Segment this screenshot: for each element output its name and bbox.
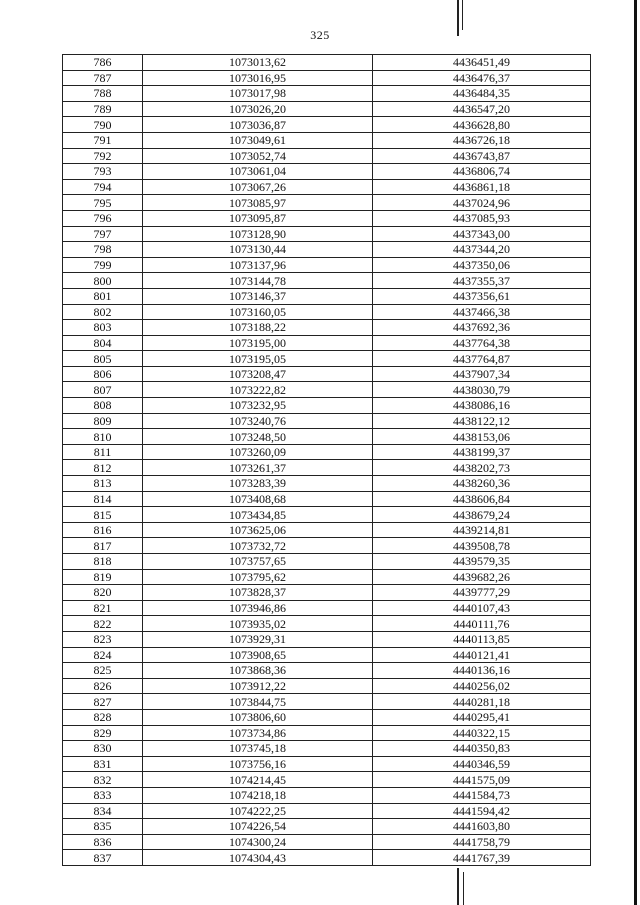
point-number-cell: 818 <box>63 554 143 570</box>
table-row <box>63 335 591 351</box>
y-coordinate-cell: 4436484,35 <box>373 86 591 102</box>
x-coordinate-cell: 1073844,75 <box>143 694 373 710</box>
point-number-cell: 817 <box>63 538 143 554</box>
x-coordinate-cell: 1074300,24 <box>143 834 373 850</box>
page-number: 325 <box>310 28 330 42</box>
table-row <box>63 803 591 819</box>
y-coordinate-cell: 4436451,49 <box>373 55 591 71</box>
x-coordinate-cell: 1073195,00 <box>143 335 373 351</box>
y-coordinate-cell: 4438679,24 <box>373 507 591 523</box>
point-number-cell: 796 <box>63 210 143 226</box>
table-row <box>63 148 591 164</box>
y-coordinate-cell: 4437085,93 <box>373 210 591 226</box>
y-coordinate-cell: 4437692,36 <box>373 320 591 336</box>
x-coordinate-cell: 1073128,90 <box>143 226 373 242</box>
table-row <box>63 117 591 133</box>
point-number-cell: 828 <box>63 709 143 725</box>
x-coordinate-cell: 1073017,98 <box>143 86 373 102</box>
y-coordinate-cell: 4441584,73 <box>373 787 591 803</box>
scan-mark <box>462 0 463 30</box>
table-row <box>63 460 591 476</box>
table-row <box>63 476 591 492</box>
table-row <box>63 86 591 102</box>
x-coordinate-cell: 1073195,05 <box>143 351 373 367</box>
table-row <box>63 304 591 320</box>
y-coordinate-cell: 4438153,06 <box>373 429 591 445</box>
x-coordinate-cell: 1073757,65 <box>143 554 373 570</box>
y-coordinate-cell: 4436726,18 <box>373 132 591 148</box>
table-row <box>63 787 591 803</box>
point-number-cell: 837 <box>63 850 143 866</box>
point-number-cell: 819 <box>63 569 143 585</box>
point-number-cell: 820 <box>63 585 143 601</box>
x-coordinate-cell: 1073222,82 <box>143 382 373 398</box>
point-number-cell: 821 <box>63 600 143 616</box>
table-row <box>63 429 591 445</box>
point-number-cell: 827 <box>63 694 143 710</box>
x-coordinate-cell: 1073260,09 <box>143 444 373 460</box>
y-coordinate-cell: 4440136,16 <box>373 663 591 679</box>
x-coordinate-cell: 1073828,37 <box>143 585 373 601</box>
y-coordinate-cell: 4440350,83 <box>373 741 591 757</box>
scan-mark <box>463 872 464 905</box>
x-coordinate-cell: 1073935,02 <box>143 616 373 632</box>
point-number-cell: 807 <box>63 382 143 398</box>
point-number-cell: 824 <box>63 647 143 663</box>
y-coordinate-cell: 4436743,87 <box>373 148 591 164</box>
table-row <box>63 850 591 866</box>
point-number-cell: 803 <box>63 320 143 336</box>
x-coordinate-cell: 1073146,37 <box>143 288 373 304</box>
point-number-cell: 816 <box>63 522 143 538</box>
point-number-cell: 833 <box>63 787 143 803</box>
point-number-cell: 834 <box>63 803 143 819</box>
table-row <box>63 522 591 538</box>
scan-mark <box>457 0 459 36</box>
x-coordinate-cell: 1073013,62 <box>143 55 373 71</box>
table-row <box>63 179 591 195</box>
table-row <box>63 320 591 336</box>
x-coordinate-cell: 1073795,62 <box>143 569 373 585</box>
x-coordinate-cell: 1073188,22 <box>143 320 373 336</box>
point-number-cell: 815 <box>63 507 143 523</box>
point-number-cell: 805 <box>63 351 143 367</box>
point-number-cell: 814 <box>63 491 143 507</box>
point-number-cell: 789 <box>63 101 143 117</box>
y-coordinate-cell: 4438122,12 <box>373 413 591 429</box>
table-row <box>63 164 591 180</box>
point-number-cell: 795 <box>63 195 143 211</box>
y-coordinate-cell: 4440256,02 <box>373 678 591 694</box>
table-row <box>63 538 591 554</box>
y-coordinate-cell: 4439777,29 <box>373 585 591 601</box>
y-coordinate-cell: 4440121,41 <box>373 647 591 663</box>
x-coordinate-cell: 1073261,37 <box>143 460 373 476</box>
y-coordinate-cell: 4438260,36 <box>373 476 591 492</box>
table-row <box>63 398 591 414</box>
y-coordinate-cell: 4441767,39 <box>373 850 591 866</box>
x-coordinate-cell: 1073130,44 <box>143 242 373 258</box>
y-coordinate-cell: 4437344,20 <box>373 242 591 258</box>
y-coordinate-cell: 4438030,79 <box>373 382 591 398</box>
y-coordinate-cell: 4437466,38 <box>373 304 591 320</box>
x-coordinate-cell: 1073095,87 <box>143 210 373 226</box>
point-number-cell: 794 <box>63 179 143 195</box>
point-number-cell: 811 <box>63 444 143 460</box>
table-row <box>63 663 591 679</box>
y-coordinate-cell: 4440295,41 <box>373 709 591 725</box>
x-coordinate-cell: 1073912,22 <box>143 678 373 694</box>
point-number-cell: 832 <box>63 772 143 788</box>
x-coordinate-cell: 1073232,95 <box>143 398 373 414</box>
x-coordinate-cell: 1073061,04 <box>143 164 373 180</box>
table-row <box>63 257 591 273</box>
table-row <box>63 600 591 616</box>
point-number-cell: 825 <box>63 663 143 679</box>
y-coordinate-cell: 4440346,59 <box>373 756 591 772</box>
x-coordinate-cell: 1073026,20 <box>143 101 373 117</box>
point-number-cell: 835 <box>63 819 143 835</box>
point-number-cell: 802 <box>63 304 143 320</box>
point-number-cell: 790 <box>63 117 143 133</box>
x-coordinate-cell: 1073806,60 <box>143 709 373 725</box>
point-number-cell: 813 <box>63 476 143 492</box>
point-number-cell: 800 <box>63 273 143 289</box>
y-coordinate-cell: 4440111,76 <box>373 616 591 632</box>
point-number-cell: 788 <box>63 86 143 102</box>
y-coordinate-cell: 4438202,73 <box>373 460 591 476</box>
x-coordinate-cell: 1073144,78 <box>143 273 373 289</box>
y-coordinate-cell: 4437024,96 <box>373 195 591 211</box>
table-row <box>63 647 591 663</box>
point-number-cell: 812 <box>63 460 143 476</box>
y-coordinate-cell: 4438606,84 <box>373 491 591 507</box>
x-coordinate-cell: 1073946,86 <box>143 600 373 616</box>
table-row <box>63 70 591 86</box>
point-number-cell: 809 <box>63 413 143 429</box>
table-row <box>63 709 591 725</box>
table-row <box>63 195 591 211</box>
x-coordinate-cell: 1073868,36 <box>143 663 373 679</box>
table-row <box>63 288 591 304</box>
table-row <box>63 382 591 398</box>
y-coordinate-cell: 4441594,42 <box>373 803 591 819</box>
point-number-cell: 826 <box>63 678 143 694</box>
table-row <box>63 132 591 148</box>
x-coordinate-cell: 1073745,18 <box>143 741 373 757</box>
x-coordinate-cell: 1073408,68 <box>143 491 373 507</box>
table-row <box>63 756 591 772</box>
x-coordinate-cell: 1073283,39 <box>143 476 373 492</box>
table-row <box>63 834 591 850</box>
y-coordinate-cell: 4439214,81 <box>373 522 591 538</box>
x-coordinate-cell: 1073049,61 <box>143 132 373 148</box>
table-row <box>63 678 591 694</box>
table-row <box>63 694 591 710</box>
y-coordinate-cell: 4436861,18 <box>373 179 591 195</box>
point-number-cell: 804 <box>63 335 143 351</box>
table-row <box>63 554 591 570</box>
coordinates-table <box>62 54 591 866</box>
table-row <box>63 55 591 71</box>
x-coordinate-cell: 1073248,50 <box>143 429 373 445</box>
x-coordinate-cell: 1073929,31 <box>143 631 373 647</box>
table-row <box>63 444 591 460</box>
y-coordinate-cell: 4437350,06 <box>373 257 591 273</box>
y-coordinate-cell: 4439682,26 <box>373 569 591 585</box>
table-row <box>63 725 591 741</box>
y-coordinate-cell: 4439508,78 <box>373 538 591 554</box>
x-coordinate-cell: 1074222,25 <box>143 803 373 819</box>
x-coordinate-cell: 1074226,54 <box>143 819 373 835</box>
y-coordinate-cell: 4438086,16 <box>373 398 591 414</box>
y-coordinate-cell: 4437356,61 <box>373 288 591 304</box>
x-coordinate-cell: 1073137,96 <box>143 257 373 273</box>
table-row <box>63 585 591 601</box>
point-number-cell: 798 <box>63 242 143 258</box>
x-coordinate-cell: 1073208,47 <box>143 366 373 382</box>
y-coordinate-cell: 4437764,87 <box>373 351 591 367</box>
x-coordinate-cell: 1073756,16 <box>143 756 373 772</box>
point-number-cell: 792 <box>63 148 143 164</box>
y-coordinate-cell: 4437355,37 <box>373 273 591 289</box>
table-row <box>63 569 591 585</box>
y-coordinate-cell: 4440281,18 <box>373 694 591 710</box>
point-number-cell: 799 <box>63 257 143 273</box>
table-row <box>63 741 591 757</box>
table-row <box>63 351 591 367</box>
x-coordinate-cell: 1073732,72 <box>143 538 373 554</box>
x-coordinate-cell: 1073067,26 <box>143 179 373 195</box>
point-number-cell: 830 <box>63 741 143 757</box>
x-coordinate-cell: 1073434,85 <box>143 507 373 523</box>
table-row <box>63 491 591 507</box>
y-coordinate-cell: 4440113,85 <box>373 631 591 647</box>
y-coordinate-cell: 4436806,74 <box>373 164 591 180</box>
point-number-cell: 822 <box>63 616 143 632</box>
x-coordinate-cell: 1073908,65 <box>143 647 373 663</box>
x-coordinate-cell: 1073734,86 <box>143 725 373 741</box>
point-number-cell: 801 <box>63 288 143 304</box>
table-row <box>63 616 591 632</box>
table-row <box>63 819 591 835</box>
y-coordinate-cell: 4436628,80 <box>373 117 591 133</box>
point-number-cell: 791 <box>63 132 143 148</box>
table-row <box>63 772 591 788</box>
y-coordinate-cell: 4441603,80 <box>373 819 591 835</box>
point-number-cell: 797 <box>63 226 143 242</box>
y-coordinate-cell: 4441758,79 <box>373 834 591 850</box>
x-coordinate-cell: 1073036,87 <box>143 117 373 133</box>
point-number-cell: 831 <box>63 756 143 772</box>
x-coordinate-cell: 1074214,45 <box>143 772 373 788</box>
table-row <box>63 413 591 429</box>
table-row <box>63 101 591 117</box>
table-row <box>63 631 591 647</box>
x-coordinate-cell: 1074218,18 <box>143 787 373 803</box>
y-coordinate-cell: 4436547,20 <box>373 101 591 117</box>
point-number-cell: 823 <box>63 631 143 647</box>
x-coordinate-cell: 1073160,05 <box>143 304 373 320</box>
point-number-cell: 806 <box>63 366 143 382</box>
y-coordinate-cell: 4439579,35 <box>373 554 591 570</box>
x-coordinate-cell: 1073240,76 <box>143 413 373 429</box>
scan-mark <box>457 868 459 905</box>
x-coordinate-cell: 1073085,97 <box>143 195 373 211</box>
y-coordinate-cell: 4440322,15 <box>373 725 591 741</box>
y-coordinate-cell: 4440107,43 <box>373 600 591 616</box>
table-row <box>63 366 591 382</box>
table-row <box>63 210 591 226</box>
y-coordinate-cell: 4437764,38 <box>373 335 591 351</box>
y-coordinate-cell: 4437343,00 <box>373 226 591 242</box>
x-coordinate-cell: 1074304,43 <box>143 850 373 866</box>
x-coordinate-cell: 1073052,74 <box>143 148 373 164</box>
table-row <box>63 226 591 242</box>
point-number-cell: 786 <box>63 55 143 71</box>
point-number-cell: 787 <box>63 70 143 86</box>
point-number-cell: 808 <box>63 398 143 414</box>
x-coordinate-cell: 1073016,95 <box>143 70 373 86</box>
x-coordinate-cell: 1073625,06 <box>143 522 373 538</box>
point-number-cell: 829 <box>63 725 143 741</box>
scan-edge <box>634 0 637 905</box>
point-number-cell: 793 <box>63 164 143 180</box>
y-coordinate-cell: 4438199,37 <box>373 444 591 460</box>
y-coordinate-cell: 4441575,09 <box>373 772 591 788</box>
y-coordinate-cell: 4437907,34 <box>373 366 591 382</box>
table-row <box>63 242 591 258</box>
point-number-cell: 836 <box>63 834 143 850</box>
point-number-cell: 810 <box>63 429 143 445</box>
y-coordinate-cell: 4436476,37 <box>373 70 591 86</box>
table-row <box>63 507 591 523</box>
table-row <box>63 273 591 289</box>
